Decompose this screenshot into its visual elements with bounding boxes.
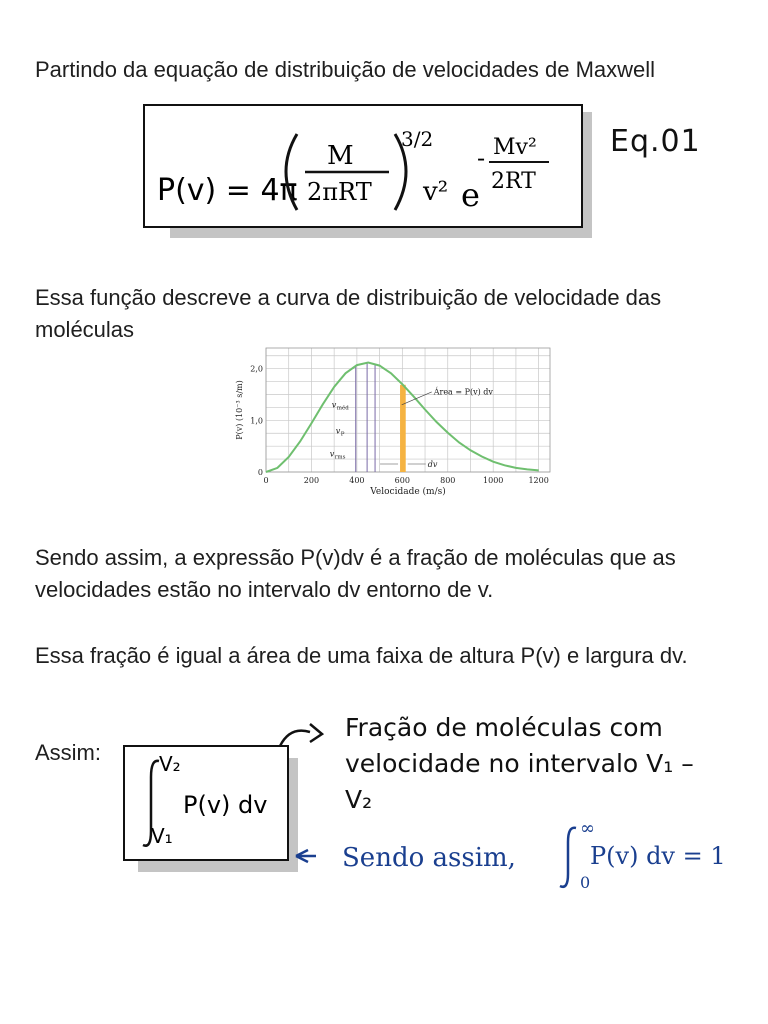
vp-label-sub: P [340,431,345,438]
blue-integral-upper: ∞ [580,818,595,839]
exponent-denominator: 2RT [491,169,536,194]
x-tick-label: 0 [263,476,269,485]
fraction-numerator: M [327,141,354,171]
y-axis-label: P(v) (10⁻³ s/m) [235,380,244,440]
equation-tag: Eq.01 [610,124,701,159]
integral-lower-limit: V₁ [151,824,173,848]
note-arrow [276,720,336,760]
fraction-paragraph: Sendo assim, a expressão P(v)dv é a fração de moléculas que as velocidades estão no intervalo dv entorno de v. [35,545,676,602]
y-tick-label: 0 [257,468,263,477]
handwritten-note: Fração de moléculas com velocidade no intervalo V₁ – V₂ [345,713,694,814]
equation-box [143,104,583,228]
y-tick-label: 1,0 [250,416,263,426]
fraction-denominator: 2πRT [307,178,372,206]
equation-lhs: P(v) = 4π [157,173,298,208]
curve-description-paragraph: Essa função descreve a curva de distribuição de velocidade das moléculas [35,285,662,342]
integral-upper-limit: V₂ [159,752,181,776]
blue-integral-lower: 0 [580,873,591,892]
euler-e: e [461,176,480,214]
integral-expression [125,747,287,859]
exponent-three-halves: 3/2 [401,127,434,151]
integrand: P(v) dv [183,791,268,819]
area-strip [400,385,406,472]
x-tick-label: 200 [303,476,320,485]
x-tick-label: 1200 [528,476,549,485]
maxwell-distribution-chart [228,340,578,500]
vrms-label-sub: rms [334,454,346,461]
assim-label: Assim: [35,740,101,765]
area-annotation: Área = P(v) dv [433,387,493,397]
vmed-label: v [331,400,337,410]
x-axis-label: Velocidade (m/s) [370,487,446,497]
integral-box [123,745,289,861]
plot-frame [266,348,550,472]
dv-annotation: dv [427,460,438,469]
vrms-label: v [329,449,335,459]
vp-label: v [335,426,341,436]
v-squared: v² [423,177,449,207]
x-tick-label: 400 [349,476,365,485]
y-tick-label: 2,0 [250,364,263,374]
blue-note-expression: P(v) dv = 1 [590,842,726,870]
x-tick-label: 1000 [483,476,504,485]
exponent-minus: - [477,144,486,172]
chart-axes [266,348,550,472]
arrowhead-icon [310,724,322,742]
chart-area-strip-group [400,385,406,472]
exponent-numerator: Mv² [493,135,537,160]
blue-note-prefix: Sendo assim, [342,843,516,873]
blue-arrow-icon [296,850,316,862]
area-paragraph: Essa fração é igual a área de uma faixa de altura P(v) e largura dv. [35,643,688,668]
vmed-label-sub: méd [336,405,349,412]
maxwell-equation [145,106,581,226]
area-annotation-leader [402,392,432,405]
blue-integral-sign [560,828,576,887]
chart-velocity-markers [356,363,375,472]
chart-grid [266,348,550,472]
intro-paragraph: Partindo da equação de distribuição de velocidades de Maxwell [35,57,656,82]
x-tick-label: 600 [394,476,410,485]
blue-handwritten-note [290,818,730,898]
x-tick-label: 800 [440,476,456,485]
